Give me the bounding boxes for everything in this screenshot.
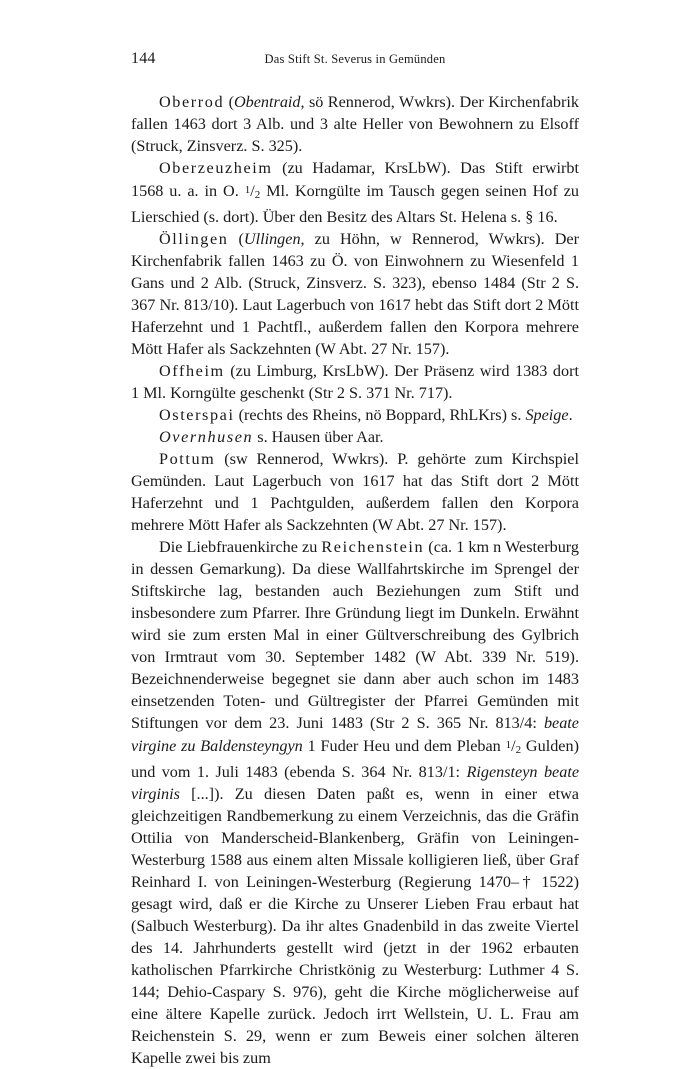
page-number: 144 <box>131 50 156 67</box>
entry-heading: Öllingen <box>159 230 229 248</box>
entry-oberrod: Oberrod (Obentraid, sö Rennerod, Wwkrs). Der Kirchenfabrik fallen 1463 dort 3 Alb. und 3 alte Heller von Bewohnern zu Elsoff (Struck, Zinsverz. S. 325). <box>131 93 580 155</box>
entry-heading: Oberzeuzheim <box>159 159 273 177</box>
entry-heading: Offheim <box>159 362 225 380</box>
page-header <box>131 50 579 74</box>
running-title: Das Stift St. Severus in Gemünden <box>264 52 446 66</box>
entry-offheim: Offheim (zu Limburg, KrsLbW). Der Präsenz wird 1383 dort 1 Ml. Korngülte geschenkt (Str 2 S. 371 Nr. 717). <box>131 362 579 402</box>
entry-oellingen: Öllingen (Ullingen, zu Höhn, w Rennerod, Wwkrs). Der Kirchenfabrik fallen 1463 zu Ö. von Einwohnern zu Wiesenfeld 1 Gans und 2 Alb. (Struck, Zinsverz. S. 323), ebenso 1484 (Str 2 S. 367 Nr. 813/10). Laut Lagerbuch von 1617 hebt das Stift dort 2 Mött Haferzehnt und 1 Pachtfl., außerdem fallen den Korpora mehrere Mött Hafer als Sackzehnten (W Abt. 27 Nr. 157). <box>131 230 579 358</box>
entry-reichenstein: Die Liebfrauenkirche zu Reichenstein (ca. 1 km n Westerburg in dessen Gemarkung). Da diese Wallfahrtskirche im Sprengel der Stiftskirche lag, bestanden auch Beziehungen zum Stift und insbesondere zum Pfarrer. Ihre Gründung liegt im Dunkeln. Erwähnt wird sie zum ersten Mal in einer Gültverschreibung des Gylbrich von Irmtraut vom 30. September 1482 (W Abt. 339 Nr. 519). Bezeichnenderweise begegnet sie dann aber auch schon im 1483 einsetzenden Toten- und Gültregister der Pfarrei Gemünden mit Stiftungen vor dem 23. Juni 1483 (Str 2 S. 365 Nr. 813/4: beate virgine zu Baldensteyngyn 1 Fuder Heu und dem Pleban 1/2 Gulden) und vom 1. Juli 1483 (ebenda S. 364 Nr. 813/1: Rigensteyn beate virginis [...]). Zu diesen Daten paßt es, wenn in einer etwa gleichzeitigen Randbemerkung zu einem Verzeichnis, das die Gräfin Ottilia von Manderscheid-Blankenberg, Gräfin von Leiningen-Westerburg 1588 aus einem alten Missale kolligieren ließ, über Graf Reinhard I. von Leiningen-Westerburg (Regierung 1470–† 1522) gesagt wird, daß er die Kirche zu Unserer Lieben Frau erbaut hat (Salbuch Westerburg). Da ihr altes Gnadenbild in das zweite Viertel des 14. Jahrhunderts gestellt wird (jetzt in der 1962 erbauten katholischen Pfarrkirche Christkönig zu Westerburg: Luthmer 4 S. 144; Dehio-Caspary S. 976), geht die Kirche möglicherweise auf eine ältere Kapelle zurück. Jedoch irrt Wellstein, U. L. Frau am Reichenstein S. 29, wenn er zum Beweis einer solchen älteren Kapelle zwei bis zum <box>131 538 580 1067</box>
fraction-denominator: 2 <box>254 189 261 201</box>
fraction-numerator: 1 <box>505 739 512 751</box>
entry-heading: Overnhusen <box>159 428 254 446</box>
historical-name: Ullingen <box>243 230 301 248</box>
latin-quote: beate virgine zu Baldensteyngyn <box>131 714 579 755</box>
historical-name: Obentraid <box>233 93 301 111</box>
entry-heading: Pottum <box>159 450 216 468</box>
entry-heading: Oberrod <box>159 93 225 111</box>
entry-overnhusen: Overnhusen s. Hausen über Aar. <box>159 428 384 446</box>
entry-osterspai: Osterspai (rechts des Rheins, nö Boppard, RhLKrs) s. Speige. <box>159 406 573 424</box>
text-body <box>131 91 579 1069</box>
fraction-numerator: 1 <box>244 184 251 196</box>
entry-heading: Osterspai <box>159 406 235 424</box>
cross-reference: Speige <box>525 406 569 424</box>
fraction-denominator: 2 <box>515 744 522 756</box>
entry-pottum: Pottum (sw Rennerod, Wwkrs). P. gehörte zum Kirchspiel Gemünden. Laut Lagerbuch von 1617 hat das Stift dort 2 Mött Haferzehnt und 1 Pachtgulden, außerdem fallen den Korpora mehrere Mött Hafer als Sackzehnten (W Abt. 27 Nr. 157). <box>131 450 579 534</box>
latin-quote: Rigensteyn beate virginis <box>131 763 580 803</box>
entry-oberzeuzheim: Oberzeuzheim (zu Hadamar, KrsLbW). Das Stift erwirbt 1568 u. a. in O. 1/2 Ml. Korngülte im Tausch gegen seinen Hof zu Lierschied (s. dort). Über den Besitz des Altars St. Helena s. § 16. <box>131 159 579 226</box>
entry-heading: Reichenstein <box>321 538 425 556</box>
